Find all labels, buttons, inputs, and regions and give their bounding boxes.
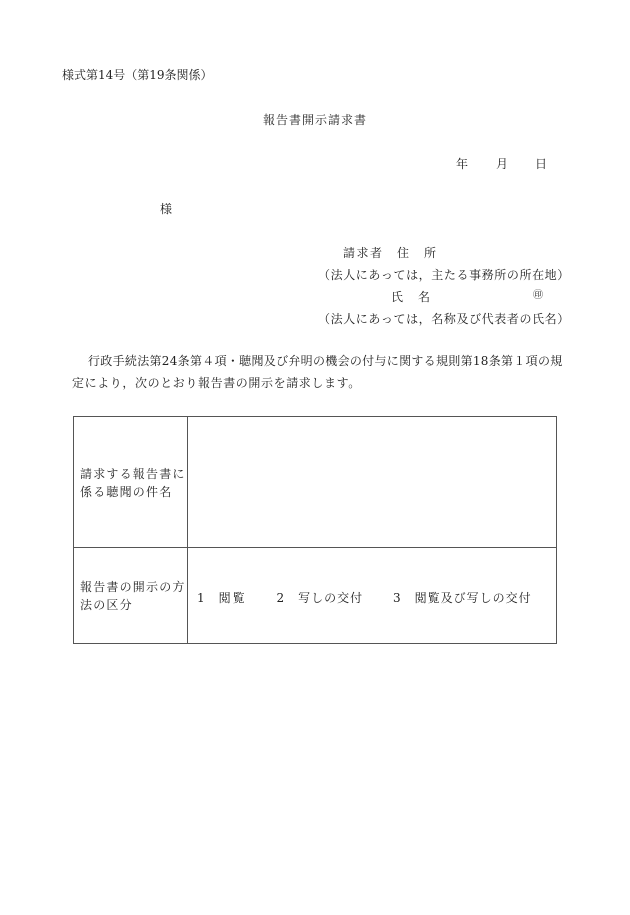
seal-icon: ㊞ xyxy=(533,290,543,301)
form-number: 様式第14号（第19条関係） xyxy=(62,68,213,82)
option-number: 3 xyxy=(392,591,401,605)
request-table xyxy=(73,416,557,644)
label-cell xyxy=(74,417,188,547)
option-number: 2 xyxy=(276,591,285,605)
hearing-subject-field[interactable] xyxy=(188,417,556,547)
request-statement-line-1: 行政手続法第24条第４項・聴聞及び弁明の機会の付与に関する規則第18条第１項の規 xyxy=(88,354,563,368)
document-title: 報告書開示請求書 xyxy=(263,113,368,127)
request-statement-line-2: 定により，次のとおり報告書の開示を請求します。 xyxy=(72,376,361,390)
table-row-disclosure-method xyxy=(74,548,556,643)
table-row-hearing-subject xyxy=(74,417,556,548)
option-view-and-copy[interactable] xyxy=(393,589,532,606)
option-view[interactable] xyxy=(197,589,247,606)
disclosure-method-label: 報告書の開示の方法の区分 xyxy=(80,580,186,612)
corporate-name-note: （法人にあっては，名称及び代表者の氏名） xyxy=(318,312,570,326)
option-copy[interactable] xyxy=(276,589,363,606)
corporate-address-note: （法人にあっては，主たる事務所の所在地） xyxy=(318,268,570,282)
disclosure-method-field xyxy=(188,548,556,643)
addressee-suffix: 様 xyxy=(160,202,173,216)
date-month-label: 月 xyxy=(496,157,509,171)
requester-name-label: 氏 名 xyxy=(391,290,432,304)
disclosure-options xyxy=(197,589,532,606)
hearing-subject-label: 請求する報告書に係る聴聞の件名 xyxy=(80,467,186,499)
option-label: 写しの交付 xyxy=(298,591,364,605)
option-number: 1 xyxy=(197,591,205,605)
date-year-label: 年 xyxy=(456,157,469,171)
date-day-label: 日 xyxy=(535,157,548,171)
requester-address-label: 請求者 住 所 xyxy=(343,246,438,260)
label-cell xyxy=(74,548,188,643)
option-label: 閲覧 xyxy=(218,591,247,605)
option-label: 閲覧及び写しの交付 xyxy=(414,591,532,605)
